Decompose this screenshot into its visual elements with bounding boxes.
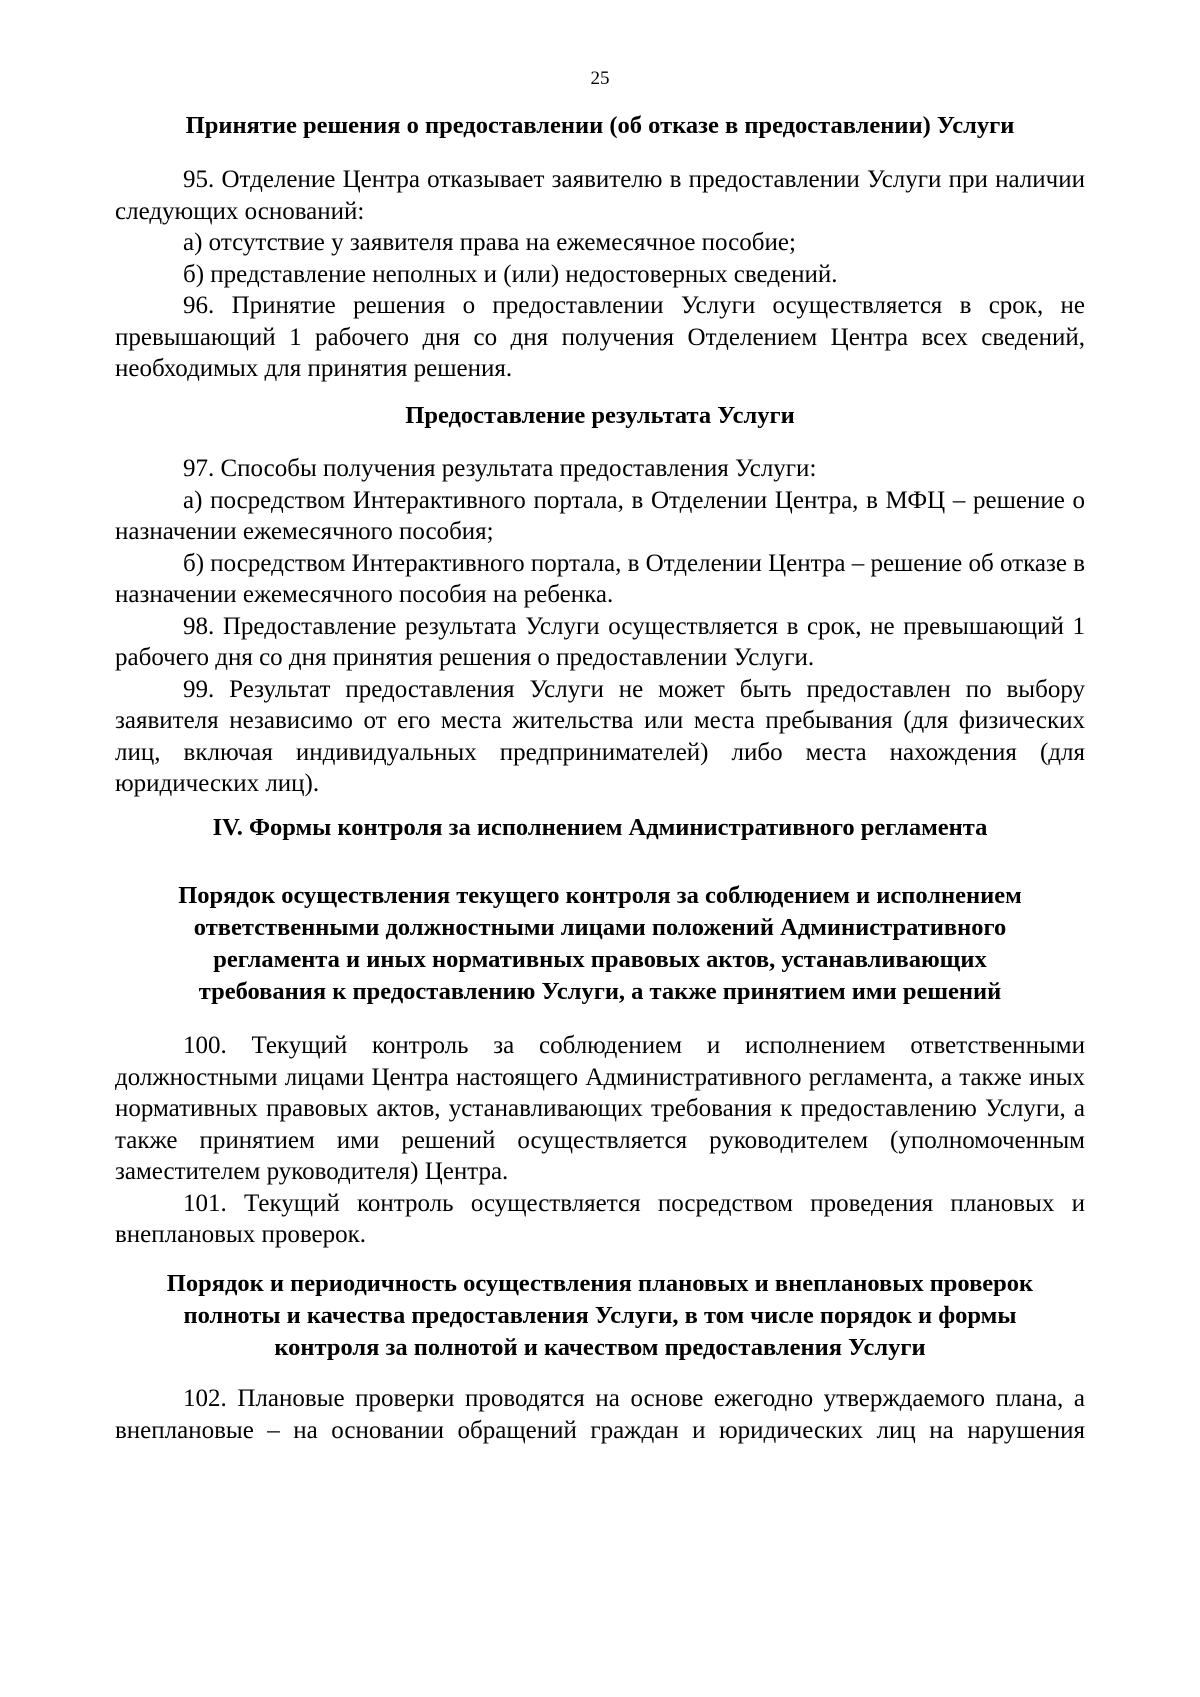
chapter-iv (115, 812, 1085, 844)
section-heading-line: требования к предоставлению Услуги, а также принятием ими решений (198, 978, 1002, 1005)
paragraph-95: 95. Отделение Центра отказывает заявителю в предоставлении Услуги при наличии следующих оснований: (115, 166, 1085, 225)
paragraph-100: 100. Текущий контроль за соблюдением и исполнением ответственными должностными лицами Центра настоящего Административного регламента, а также иных нормативных правовых актов, устанавливающих требования к предоставлению Услуги, а также принятием ими решений осуществляется руководителем (уполномоченным заместителем руководителя) Центра. (115, 1032, 1085, 1185)
paragraph-102: 102. Плановые проверки проводятся на основе ежегодно утверждаемого плана, а внеплановые – на основании обращений граждан и юридических лиц на нарушения (115, 1385, 1085, 1444)
section-heading: Предоставление результата Услуги (405, 402, 795, 429)
section-heading-line: полноты и качества предоставления Услуги, в том числе порядок и формы (183, 1302, 1017, 1329)
section-result (115, 400, 1085, 432)
section-decision-body (115, 164, 1085, 385)
paragraph-99: 99. Результат предоставления Услуги не может быть предоставлен по выбору заявителя независимо от его места жительства или места пребывания (для физических лиц, включая индивидуальных предпринимателей) либо места нахождения (для юридических лиц). (115, 675, 1085, 797)
paragraph-95-b: б) представление неполных и (или) недостоверных сведений. (183, 260, 838, 288)
paragraph-97: 97. Способы получения результата предоставления Услуги: (183, 455, 817, 482)
section-heading-line: регламента и иных нормативных правовых актов, устанавливающих (213, 946, 987, 973)
paragraph-98: 98. Предоставление результата Услуги осуществляется в срок, не превышающий 1 рабочего дня со дня принятия решения о предоставлении Услуги. (115, 612, 1085, 671)
section-heading: Принятие решения о предоставлении (об отказе в предоставлении) Услуги (185, 112, 1015, 139)
section-result-body (115, 453, 1085, 800)
paragraph-97-b: б) посредством Интерактивного портала, в Отделении Центра – решение об отказе в назначении ежемесячного пособия на ребенка. (115, 549, 1085, 608)
section-inspections (115, 1268, 1085, 1364)
page-number: 25 (590, 68, 610, 89)
section-decision (115, 110, 1085, 142)
section-heading-line: Порядок и периодичность осуществления плановых и внеплановых проверок (166, 1270, 1034, 1297)
paragraph-95-a: а) отсутствие у заявителя права на ежемесячное пособие; (183, 229, 796, 256)
section-current-control-body (115, 1030, 1085, 1251)
paragraph-96: 96. Принятие решения о предоставлении Услуги осуществляется в срок, не превышающий 1 рабочего дня со дня получения Отделением Центра всех сведений, необходимых для принятия решения. (115, 292, 1085, 382)
paragraph-101: 101. Текущий контроль осуществляется посредством проведения плановых и внеплановых проверок. (115, 1189, 1085, 1248)
chapter-heading: IV. Формы контроля за исполнением Административного регламента (212, 814, 988, 841)
section-heading-line: контроля за полнотой и качеством предоставления Услуги (274, 1334, 926, 1361)
section-heading-line: ответственными должностными лицами положений Административного (193, 914, 1007, 941)
section-inspections-body (115, 1383, 1085, 1446)
section-heading-line: Порядок осуществления текущего контроля за соблюдением и исполнением (178, 882, 1022, 909)
section-current-control (115, 880, 1085, 1008)
paragraph-97-a: а) посредством Интерактивного портала, в Отделении Центра, в МФЦ – решение о назначении ежемесячного пособия; (115, 486, 1085, 545)
